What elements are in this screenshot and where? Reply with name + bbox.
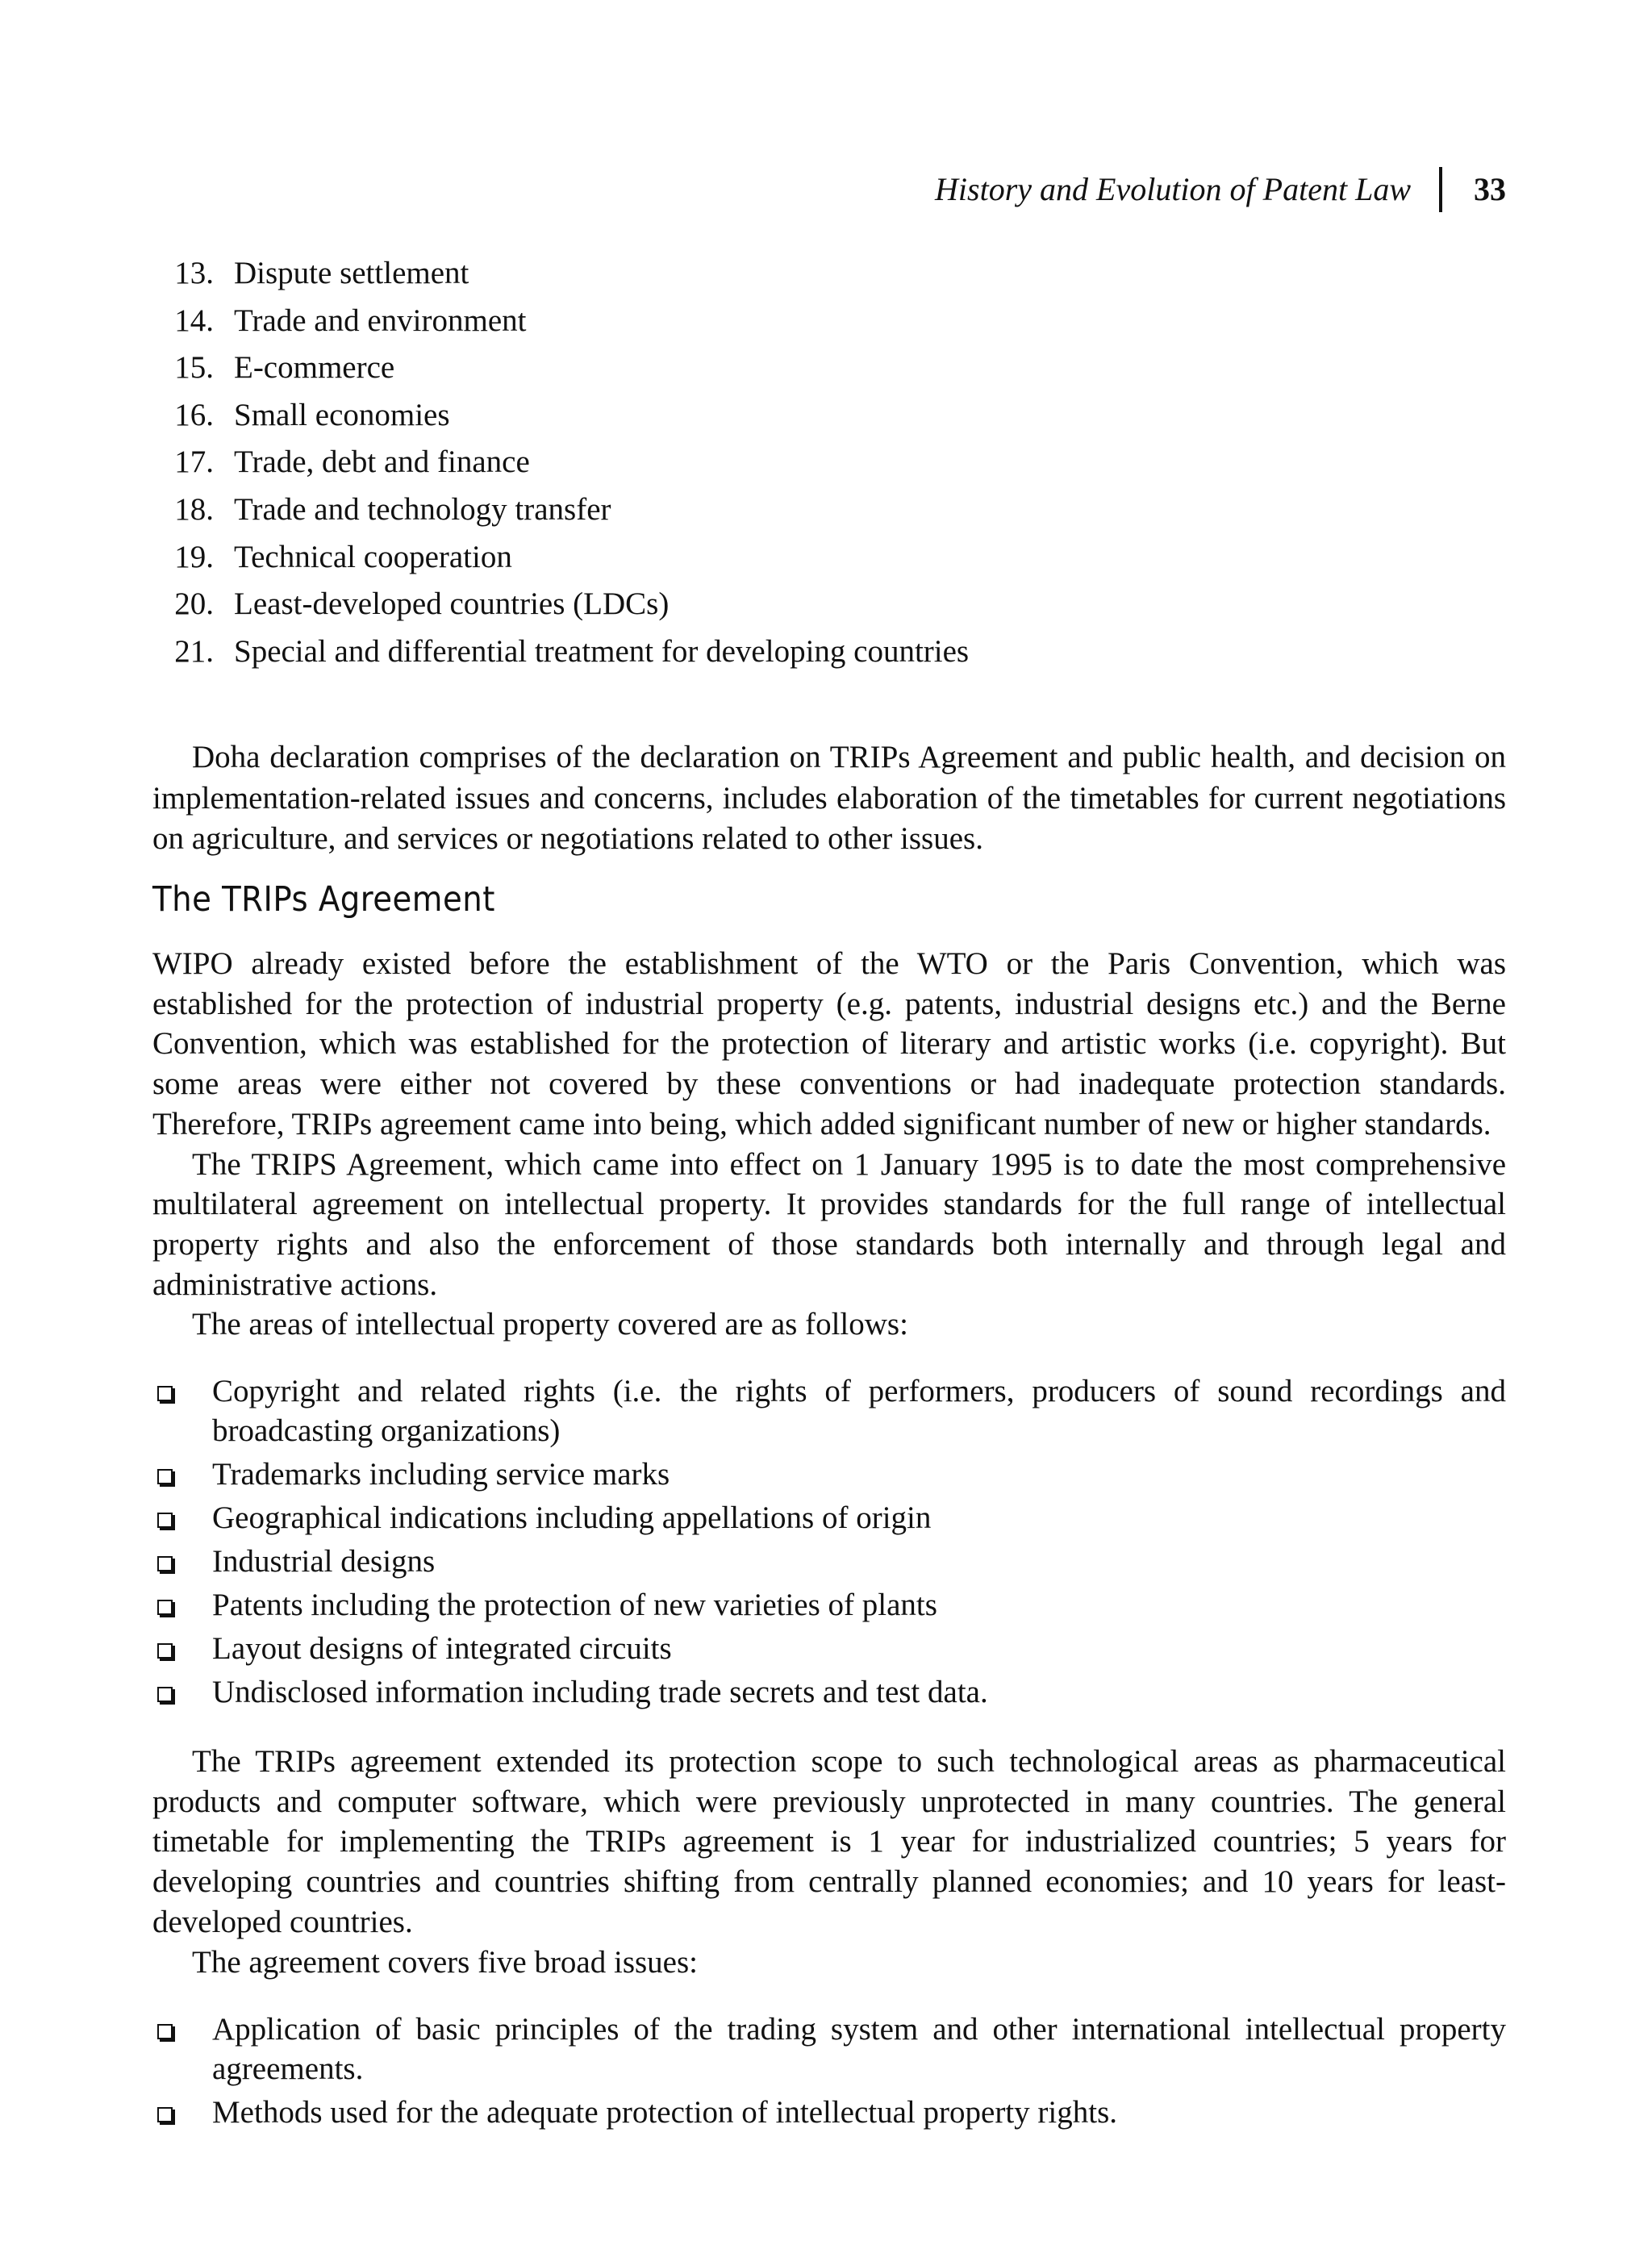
item-text: Special and differential treatment for developing countries — [234, 633, 970, 669]
bullet-item — [152, 1454, 1506, 1494]
item-text: Technical cooperation — [234, 539, 512, 574]
trips-scope — [152, 1742, 1506, 1982]
bullet-text: Trademarks including service marks — [212, 1457, 670, 1492]
bullet-item — [152, 2009, 1506, 2089]
bullet-item — [152, 1498, 1506, 1538]
item-number: 17. — [174, 444, 214, 480]
bullet-text: Geographical indications including appellations of origin — [212, 1500, 932, 1535]
item-number: 18. — [174, 491, 214, 527]
numbered-list — [152, 250, 1506, 675]
ip-areas-list — [152, 1371, 1506, 1712]
item-text: Least-developed countries (LDCs) — [234, 586, 670, 622]
doha-section — [152, 737, 1506, 860]
paragraph: The agreement covers five broad issues: — [192, 1944, 699, 1980]
paragraph: WIPO already existed before the establishment of the WTO or the Paris Convention, which was established for the protection of industrial property (e.g. patents, industrial designs etc.) and the Berne Convention, which was established for the protection of literary and artistic works (i.e. copyright). But some areas were either not covered by these conventions or had inadequate protection standards. Therefore, TRIPs agreement came into being, which added significant number of new or higher standards. — [152, 946, 1506, 1141]
list-item — [152, 298, 1506, 345]
bullet-item — [152, 1585, 1506, 1625]
trips-intro — [152, 944, 1506, 1345]
checkbox-bullet-icon — [157, 1513, 173, 1528]
checkbox-bullet-icon — [157, 1469, 173, 1484]
item-text: E-commerce — [234, 350, 395, 386]
item-number: 21. — [174, 633, 214, 669]
item-text: Small economies — [234, 397, 450, 432]
list-item — [152, 392, 1506, 440]
paragraph: The TRIPS Agreement, which came into effect on 1 January 1995 is to date the most comprehensive multilateral agreement on intellectual property. It provides standards for the full range of intellectual property rights and also the enforcement of those standards both internally and through legal and administrative actions. — [152, 1146, 1506, 1302]
bullet-text: Application of basic principles of the trading system and other international intellectual property agreements. — [212, 2012, 1506, 2086]
item-text: Trade and technology transfer — [234, 491, 611, 527]
item-number: 13. — [174, 256, 214, 290]
bullet-item — [152, 1672, 1506, 1712]
bullet-text: Industrial designs — [212, 1544, 436, 1579]
checkbox-bullet-icon — [157, 1687, 173, 1702]
list-item — [152, 344, 1506, 392]
section-heading: The TRIPs Agreement — [152, 879, 495, 920]
bullet-item — [152, 1371, 1506, 1450]
header-divider — [1439, 167, 1442, 212]
paragraph: The areas of intellectual property covered are as follows: — [192, 1307, 908, 1342]
list-item — [152, 628, 1506, 676]
list-item — [152, 250, 1506, 298]
doha-paragraph: Doha declaration comprises of the declaration on TRIPs Agreement and public health, and decision on implementation-related issues and concerns, includes elaboration of the timetables for current negotiations on agriculture, and services or negotiations related to other issues. — [152, 740, 1506, 856]
bullet-text: Undisclosed information including trade secrets and test data. — [212, 1675, 988, 1709]
bullet-text: Patents including the protection of new varieties of plants — [212, 1588, 937, 1622]
bullet-text: Copyright and related rights (i.e. the rights of performers, producers of sound recordings and broadcasting organizations) — [212, 1374, 1506, 1448]
bullet-item — [152, 2093, 1506, 2132]
checkbox-bullet-icon — [157, 2024, 173, 2039]
bullet-text: Layout designs of integrated circuits — [212, 1631, 672, 1666]
list-item — [152, 581, 1506, 628]
item-number: 16. — [174, 397, 214, 432]
bullet-item — [152, 1629, 1506, 1668]
broad-issues-list — [152, 2009, 1506, 2132]
checkbox-bullet-icon — [157, 1386, 173, 1401]
item-number: 19. — [174, 539, 214, 574]
item-text: Trade, debt and finance — [234, 444, 530, 480]
running-title: History and Evolution of Patent Law — [935, 171, 1411, 207]
checkbox-bullet-icon — [157, 1556, 173, 1571]
running-head — [807, 165, 1506, 214]
bullet-text: Methods used for the adequate protection of intellectual property rights. — [212, 2095, 1117, 2130]
list-item — [152, 534, 1506, 582]
list-item — [152, 486, 1506, 534]
item-text: Trade and environment — [234, 303, 527, 338]
checkbox-bullet-icon — [157, 1600, 173, 1615]
bullet-item — [152, 1542, 1506, 1581]
item-text: Dispute settlement — [234, 256, 469, 290]
checkbox-bullet-icon — [157, 1643, 173, 1659]
list-item — [152, 439, 1506, 486]
item-number: 14. — [174, 303, 214, 338]
paragraph: The TRIPs agreement extended its protection scope to such technological areas as pharmaceutical products and computer software, which were previously unprotected in many countries. The general timetable for implementing the TRIPs agreement is 1 year for industrialized countries; 5 years for developing countries and countries shifting from centrally planned economies; and 10 years for least-developed countries. — [152, 1744, 1506, 1939]
checkbox-bullet-icon — [157, 2107, 173, 2122]
item-number: 15. — [174, 350, 214, 386]
item-number: 20. — [174, 586, 214, 622]
page-number: 33 — [1474, 171, 1506, 207]
